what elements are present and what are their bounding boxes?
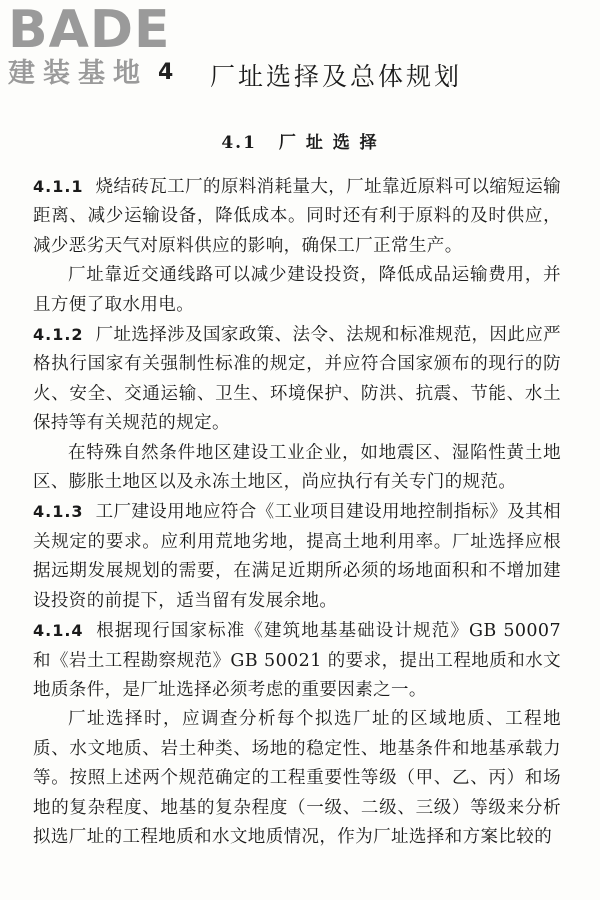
paragraph-text: 厂址选择涉及国家政策、法令、法规和标准规范，因此应严格执行国家有关强制性标准的规定，并应符合国家颁布的现行的防火、安全、交通运输、卫生、环境保护、防洪、抗震、节能、水土保持等有关规范的规定。 <box>33 325 561 434</box>
clause-paragraph <box>33 320 561 439</box>
logo <box>8 0 178 92</box>
clause-paragraph <box>33 616 561 705</box>
clause-paragraph <box>33 172 561 261</box>
clause-number: 4.1.4 <box>33 621 84 641</box>
section-title: 厂 址 选 择 <box>278 133 379 153</box>
section-heading <box>0 128 600 153</box>
section-number: 4.1 <box>221 133 257 153</box>
chapter-number: 4 <box>158 60 174 85</box>
logo-subtitle: 建装基地 <box>8 58 148 89</box>
paragraph-text: 根据现行国家标准《建筑地基基础设计规范》GB 50007 和《岩土工程勘察规范》GB 50021 的要求，提出工程地质和水文地质条件，是厂址选择必须考虑的重要因素之一。 <box>33 621 561 700</box>
logo-word: BADE <box>8 0 171 60</box>
paragraph-text: 厂址选择时，应调查分析每个拟选厂址的区域地质、工程地质、水文地质、岩土种类、场地的稳定性、地基条件和地基承载力等。按照上述两个规范确定的工程重要性等级（甲、乙、丙）和场地的复杂程度、地基的复杂程度（一级、二级、三级）等级来分析拟选厂址的工程地质和水文地质情况，作为厂址选择和方案比较的 <box>33 709 561 847</box>
clause-number: 4.1.2 <box>33 325 84 345</box>
paragraph <box>33 705 561 852</box>
paragraph-text: 工厂建设用地应符合《工业项目建设用地控制指标》及其相关规定的要求。应利用荒地劣地，提高土地利用率。厂址选择应根据远期发展规划的需要，在满足近期所必须的场地面积和不增加建设投资的前提下，适当留有发展余地。 <box>33 502 561 611</box>
paragraph <box>33 439 561 498</box>
clause-number: 4.1.3 <box>33 502 84 522</box>
clause-number: 4.1.1 <box>33 177 84 196</box>
body-text <box>33 172 561 852</box>
clause-paragraph <box>33 497 561 616</box>
paragraph-text: 烧结砖瓦工厂的原料消耗量大，厂址靠近原料可以缩短运输距离、减少运输设备，降低成本。同时还有利于原料的及时供应，减少恶劣天气对原料供应的影响，确保工厂正常生产。 <box>33 177 561 256</box>
chapter-title: 厂址选择及总体规划 <box>210 62 463 91</box>
paragraph-text: 在特殊自然条件地区建设工业企业，如地震区、湿陷性黄土地区、膨胀土地区以及永冻土地区，尚应执行有关专门的规范。 <box>33 442 561 493</box>
paragraph <box>33 261 561 320</box>
paragraph-text: 厂址靠近交通线路可以减少建设投资，降低成品运输费用，并且方便了取水用电。 <box>33 265 561 315</box>
